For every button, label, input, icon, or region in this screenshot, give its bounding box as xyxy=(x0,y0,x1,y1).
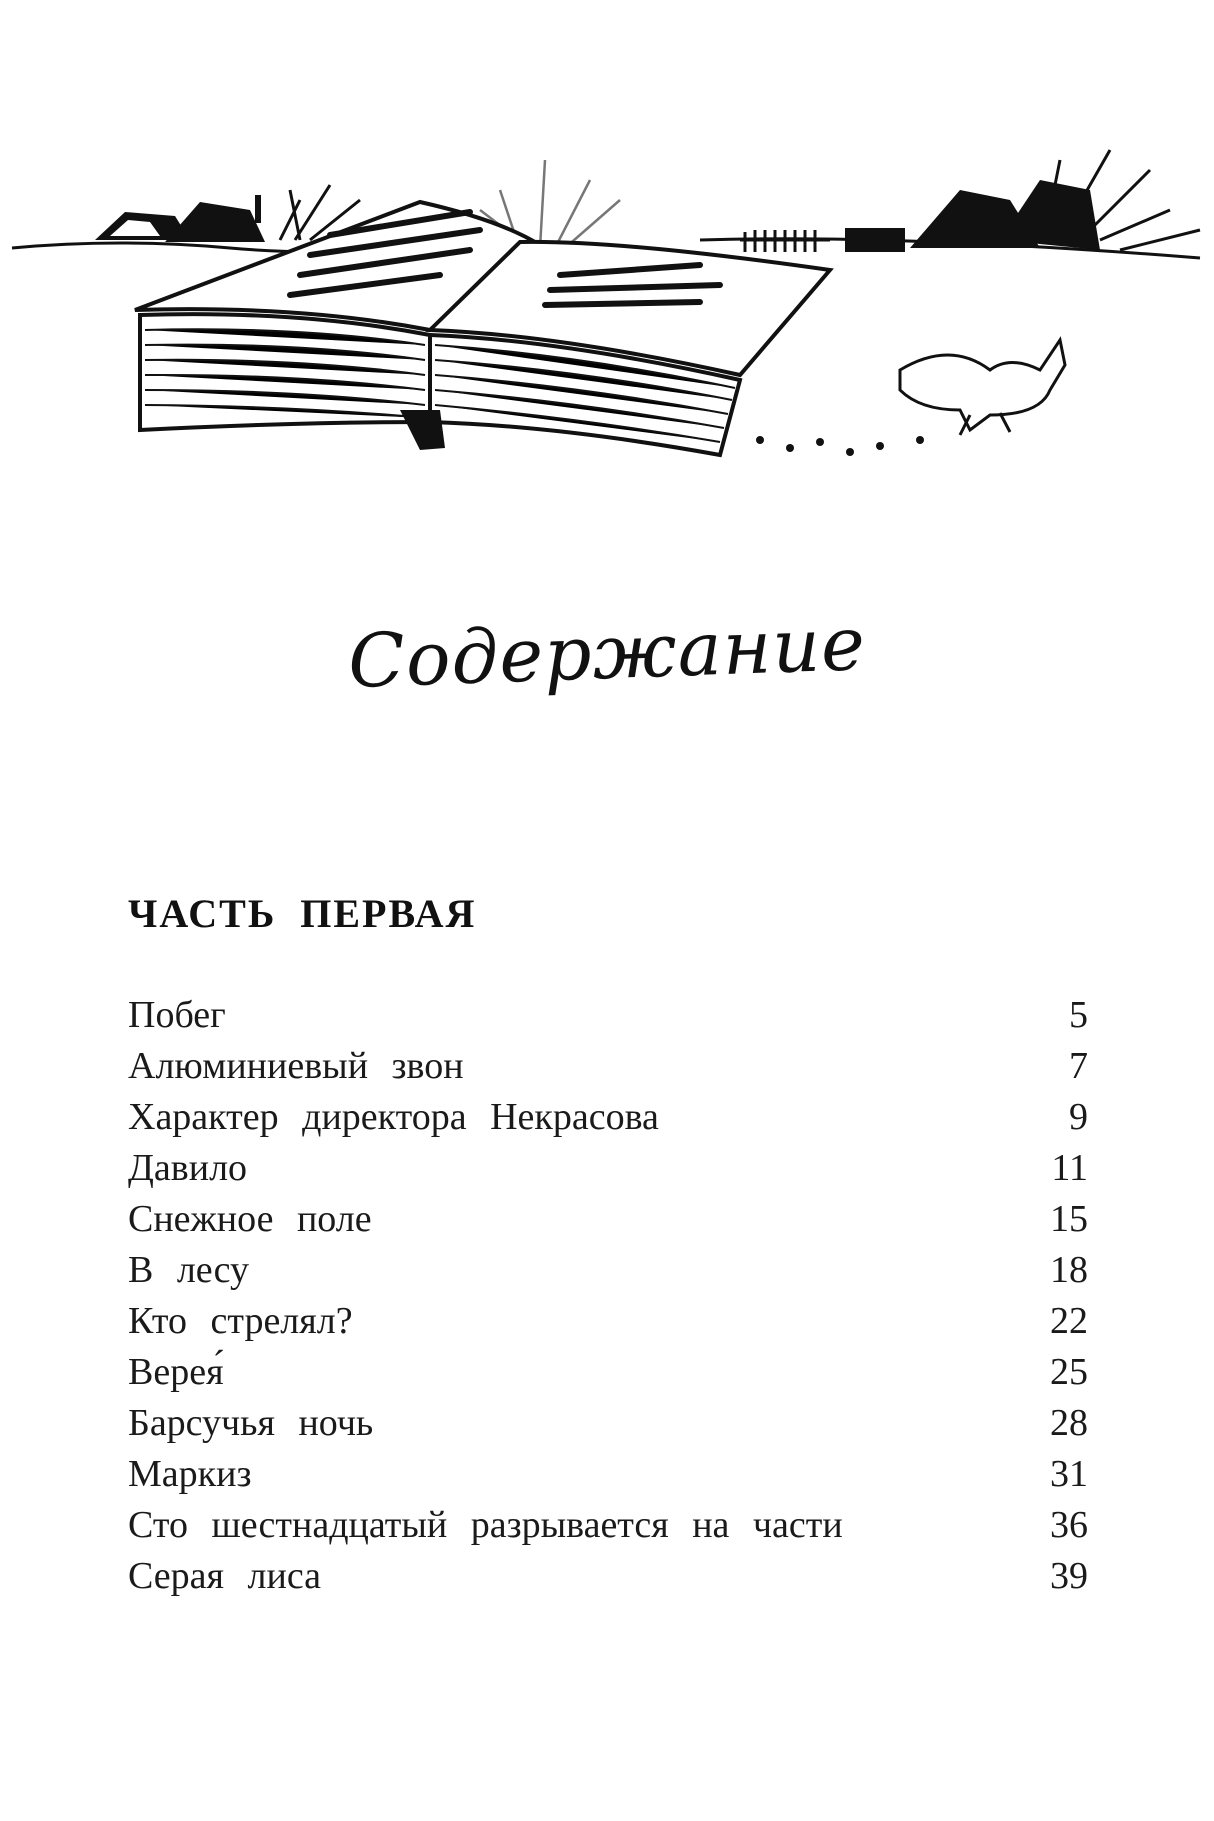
toc-entry[interactable] xyxy=(128,1041,1088,1092)
footprints xyxy=(756,436,924,456)
toc-entry-page: 39 xyxy=(1050,1555,1088,1597)
toc-entry-title: Алюминиевый звон xyxy=(128,1045,464,1087)
right-houses xyxy=(845,150,1200,252)
toc-entry[interactable] xyxy=(128,1449,1088,1500)
toc-entry[interactable] xyxy=(128,1245,1088,1296)
part-title: ЧАСТЬ ПЕРВАЯ xyxy=(128,891,477,936)
toc-entry[interactable] xyxy=(128,1551,1088,1602)
toc-list xyxy=(128,990,1088,1602)
toc-entry-page: 5 xyxy=(1069,994,1088,1036)
toc-entry-page: 11 xyxy=(1051,1147,1088,1189)
toc-entry-page: 15 xyxy=(1050,1198,1088,1240)
toc-entry-page: 7 xyxy=(1069,1045,1088,1087)
table-of-contents-heading: Содержание xyxy=(346,600,868,706)
toc-entry[interactable] xyxy=(128,1296,1088,1347)
open-book-winter-village-illustration xyxy=(0,130,1214,490)
toc-entry[interactable] xyxy=(128,1143,1088,1194)
toc-entry-page: 9 xyxy=(1069,1096,1088,1138)
toc-entry-title: Сто шестнадцатый разрывается на части xyxy=(128,1504,843,1546)
toc-entry-page: 36 xyxy=(1050,1504,1088,1546)
toc-entry-title: Барсучья ночь xyxy=(128,1402,374,1444)
toc-entry[interactable] xyxy=(128,990,1088,1041)
toc-entry-title: Давило xyxy=(128,1147,248,1189)
toc-entry-title: Верея́ xyxy=(128,1351,224,1393)
toc-entry-title: Характер директора Некрасова xyxy=(128,1096,659,1138)
toc-entry-title: Кто стрелял? xyxy=(128,1300,353,1342)
fence xyxy=(740,230,830,252)
fox xyxy=(900,340,1065,435)
toc-entry-title: Серая лиса xyxy=(128,1555,322,1597)
left-houses xyxy=(95,195,265,242)
toc-entry-title: В лесу xyxy=(128,1249,249,1291)
toc-entry-title: Маркиз xyxy=(128,1453,252,1495)
toc-entry-title: Побег xyxy=(128,994,226,1036)
toc-entry-page: 25 xyxy=(1050,1351,1088,1393)
toc-entry[interactable] xyxy=(128,1398,1088,1449)
toc-entry[interactable] xyxy=(128,1500,1088,1551)
toc-entry-page: 18 xyxy=(1050,1249,1088,1291)
toc-entry-page: 31 xyxy=(1050,1453,1088,1495)
toc-entry-page: 22 xyxy=(1050,1300,1088,1342)
toc-entry-page: 28 xyxy=(1050,1402,1088,1444)
toc-entry-title: Снежное поле xyxy=(128,1198,372,1240)
toc-entry[interactable] xyxy=(128,1347,1088,1398)
toc-entry[interactable] xyxy=(128,1092,1088,1143)
toc-entry[interactable] xyxy=(128,1194,1088,1245)
